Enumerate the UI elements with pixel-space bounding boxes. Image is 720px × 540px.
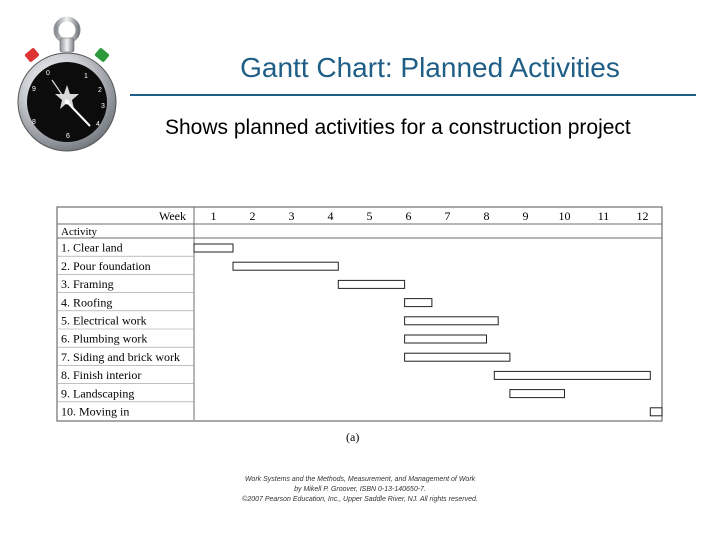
gantt-week-tick: 6 bbox=[405, 209, 412, 223]
stopwatch-icon bbox=[12, 12, 120, 154]
svg-text:2: 2 bbox=[98, 87, 102, 94]
gantt-week-tick: 9 bbox=[522, 209, 529, 223]
gantt-bar bbox=[405, 299, 432, 307]
gantt-bar bbox=[405, 353, 510, 361]
source-footer bbox=[200, 475, 520, 505]
gantt-week-tick: 7 bbox=[444, 209, 451, 223]
gantt-activity-row-label: 2. Pour foundation bbox=[61, 258, 151, 273]
gantt-bar bbox=[650, 408, 662, 416]
gantt-week-tick: 12 bbox=[636, 209, 649, 223]
gantt-week-tick: 2 bbox=[249, 209, 256, 223]
footer-line-2: by Mikell P. Groover, ISBN 0-13-140650-7. bbox=[294, 486, 426, 493]
footer-line-3: ©2007 Pearson Education, Inc., Upper Saddle River, NJ. All rights reserved. bbox=[242, 496, 478, 503]
svg-text:1: 1 bbox=[84, 73, 88, 80]
gantt-bar bbox=[405, 335, 487, 343]
svg-text:6: 6 bbox=[66, 133, 70, 140]
gantt-week-tick: 3 bbox=[288, 209, 295, 223]
gantt-bar bbox=[494, 371, 650, 379]
gantt-bar bbox=[510, 390, 565, 398]
svg-text:8: 8 bbox=[32, 119, 36, 126]
gantt-activity-row-label: 1. Clear land bbox=[61, 240, 123, 255]
title-divider bbox=[130, 94, 696, 96]
gantt-week-label: Week bbox=[158, 209, 186, 223]
gantt-week-tick: 10 bbox=[558, 209, 571, 223]
gantt-activity-row-label: 4. Roofing bbox=[61, 295, 113, 310]
gantt-bar bbox=[194, 244, 233, 252]
gantt-week-tick: 1 bbox=[210, 209, 217, 223]
gantt-bar bbox=[405, 317, 499, 325]
gantt-bar bbox=[338, 280, 404, 288]
figure-caption: (a) bbox=[346, 430, 360, 444]
slide-title: Gantt Chart: Planned Activities bbox=[240, 52, 620, 83]
gantt-activity-row-label: 7. Siding and brick work bbox=[61, 349, 180, 364]
gantt-activity-row-label: 10. Moving in bbox=[61, 404, 130, 419]
svg-text:0: 0 bbox=[46, 70, 50, 77]
svg-text:3: 3 bbox=[101, 103, 105, 110]
gantt-week-tick: 4 bbox=[327, 209, 334, 223]
slide-bullet-text: Shows planned activities for a construction project bbox=[165, 116, 631, 139]
gantt-chart bbox=[56, 206, 664, 424]
svg-text:4: 4 bbox=[96, 121, 100, 128]
gantt-activity-row-label: 8. Finish interior bbox=[61, 368, 142, 383]
gantt-activity-row-label: 3. Framing bbox=[61, 277, 114, 292]
gantt-activity-row-label: 5. Electrical work bbox=[61, 313, 147, 328]
gantt-week-tick: 11 bbox=[597, 209, 610, 223]
gantt-week-tick: 5 bbox=[366, 209, 373, 223]
svg-text:9: 9 bbox=[32, 86, 36, 93]
footer-line-1: Work Systems and the Methods, Measurement, and Management of Work bbox=[244, 476, 476, 483]
gantt-activity-row-label: 9. Landscaping bbox=[61, 386, 135, 401]
gantt-frame bbox=[57, 207, 662, 421]
gantt-bar bbox=[233, 262, 338, 270]
gantt-activity-label: Activity bbox=[61, 226, 98, 238]
gantt-week-tick: 8 bbox=[483, 209, 490, 223]
gantt-activity-row-label: 6. Plumbing work bbox=[61, 331, 148, 346]
